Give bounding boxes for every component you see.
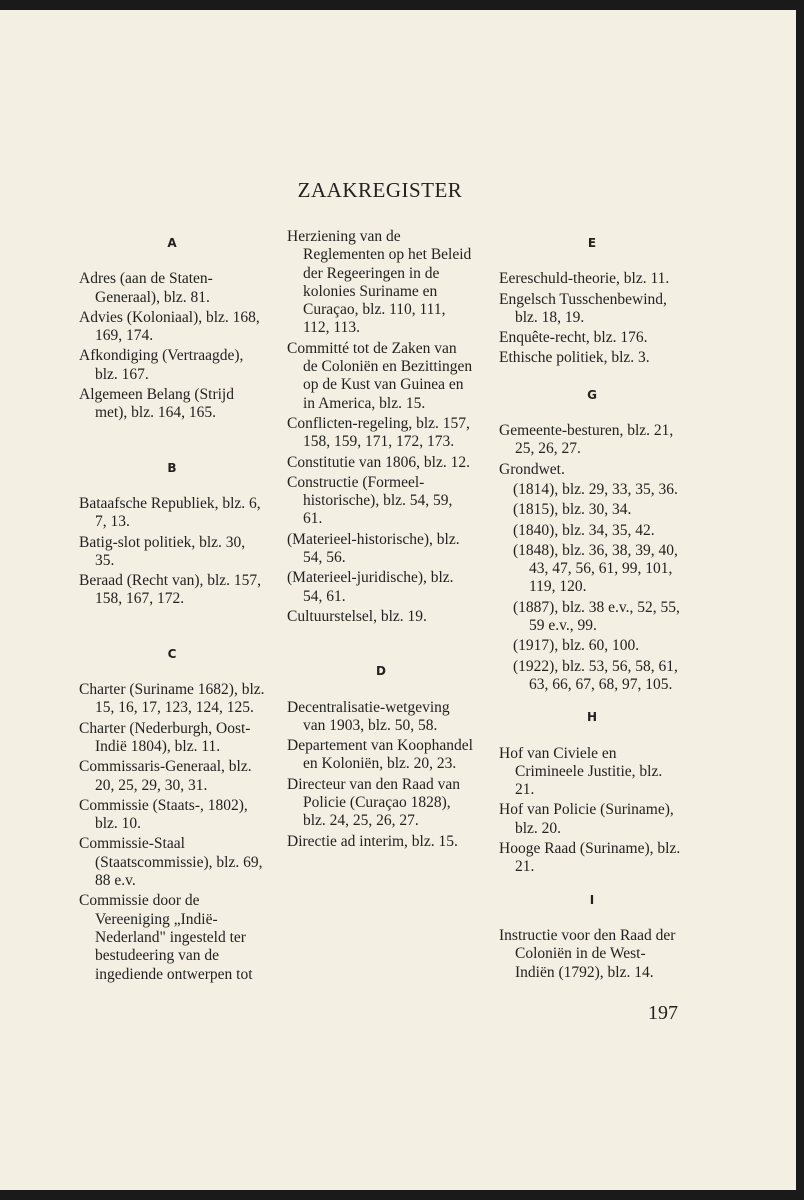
index-entry: Commissie-Staal (Staatscommissie), blz. 69, 88 e.v. [79, 835, 263, 890]
index-entry: Charter (Nederburgh, Oost-Indië 1804), blz. 11. [79, 719, 251, 755]
page-number: 197 [648, 1002, 678, 1024]
page-title: ZAAKREGISTER [297, 178, 463, 202]
section-letter-a: A [167, 236, 177, 250]
index-entry: (Materieel-juridische), blz. 54, 61. [287, 569, 454, 605]
index-entry: Commissie (Staats-, 1802), blz. 10. [79, 796, 248, 833]
book-page [0, 10, 796, 1190]
section-letter-h: H [586, 710, 598, 725]
index-subentry: (1917), blz. 60, 100. [513, 637, 640, 655]
index-subentry: (1887), blz. 38 e.v., 52, 55, 59 e.v., 99. [513, 598, 680, 635]
section-letter-d: D [376, 664, 386, 679]
index-entry: Directie ad interim, blz. 15. [287, 832, 458, 850]
index-entry: Beraad (Recht van), blz. 157, 158, 167, 172. [79, 572, 262, 608]
index-entry: Bataafsche Republiek, blz. 6, 7, 13. [79, 494, 261, 531]
index-entry: Conflicten-regeling, blz. 157, 158, 159, 171, 172, 173. [287, 414, 470, 451]
section-letter-e: E [587, 236, 597, 250]
index-entry: Instructie voor den Raad der Coloniën in de West-Indiën (1792), blz. 14. [499, 926, 676, 981]
index-entry: Algemeen Belang (Strijd met), blz. 164, 165. [79, 386, 234, 422]
index-column-2 [287, 228, 475, 853]
index-entry: Herziening van de Reglementen op het Beleid der Regeeringen in de kolonies Suriname en Curaçao, blz. 110, 111, 112, 113. [287, 228, 472, 337]
index-entry: Enquête-recht, blz. 176. [499, 329, 648, 347]
index-entry: Afkondiging (Vertraagde), blz. 167. [79, 347, 244, 383]
index-entry: Constitutie van 1806, blz. 12. [287, 453, 470, 471]
index-entry: Hooge Raad (Suriname), blz. 21. [499, 840, 681, 876]
section-letter-i: I [589, 892, 595, 907]
index-entry: Commissie door de Vereeniging „Indië-Nederland" ingesteld ter bestudeering van de ingediende ontwerpen tot [79, 892, 253, 983]
index-entry: Engelsch Tusschenbewind, blz. 18, 19. [499, 290, 667, 326]
index-entry: (Materieel-historische), blz. 54, 56. [287, 530, 460, 567]
index-entry: Decentralisatie-wetgeving van 1903, blz. 50, 58. [287, 698, 450, 734]
index-subentry: (1922), blz. 53, 56, 58, 61, 63, 66, 67, 68, 97, 105. [513, 657, 678, 693]
index-entry: Hof van Civiele en Crimineele Justitie, blz. 21. [499, 744, 663, 799]
index-subentry: (1815), blz. 30, 34. [513, 501, 632, 519]
index-column-1 [79, 228, 265, 986]
index-entry: Cultuurstelsel, blz. 19. [287, 607, 427, 625]
index-entry: Eereschuld-theorie, blz. 11. [499, 270, 670, 288]
section-letter-c: C [167, 646, 177, 661]
index-entry: Adres (aan de Staten-Generaal), blz. 81. [79, 270, 213, 306]
index-column-3 [499, 228, 685, 984]
index-entry: Constructie (Formeel-historische), blz. 54, 59, 61. [287, 473, 453, 528]
section-letter-b: B [167, 460, 177, 475]
index-subentry: (1814), blz. 29, 33, 35, 36. [513, 480, 678, 498]
index-subentry: (1848), blz. 36, 38, 39, 40, 43, 47, 56, 61, 99, 101, 119, 120. [513, 541, 678, 596]
index-entry: Advies (Koloniaal), blz. 168, 169, 174. [79, 308, 260, 345]
index-entry: Grondwet. [499, 460, 565, 478]
index-subentry: (1840), blz. 34, 35, 42. [513, 521, 655, 539]
index-entry: Batig-slot politiek, blz. 30, 35. [79, 533, 246, 569]
index-entry: Gemeente-besturen, blz. 21, 25, 26, 27. [499, 422, 674, 458]
index-entry: Committé tot de Zaken van de Coloniën en Bezittingen op de Kust van Guinea en in America, blz. 15. [287, 339, 473, 412]
index-entry: Commissaris-Generaal, blz. 20, 25, 29, 30, 31. [79, 758, 252, 794]
section-letter-g: G [587, 387, 597, 402]
index-entry: Hof van Policie (Suriname), blz. 20. [499, 801, 674, 837]
index-entry: Ethische politiek, blz. 3. [499, 349, 650, 367]
index-entry: Directeur van den Raad van Policie (Curaçao 1828), blz. 24, 25, 26, 27. [287, 775, 461, 830]
index-entry: Departement van Koophandel en Koloniën, blz. 20, 23. [287, 737, 473, 773]
index-entry: Charter (Suriname 1682), blz. 15, 16, 17, 123, 124, 125. [79, 681, 265, 717]
